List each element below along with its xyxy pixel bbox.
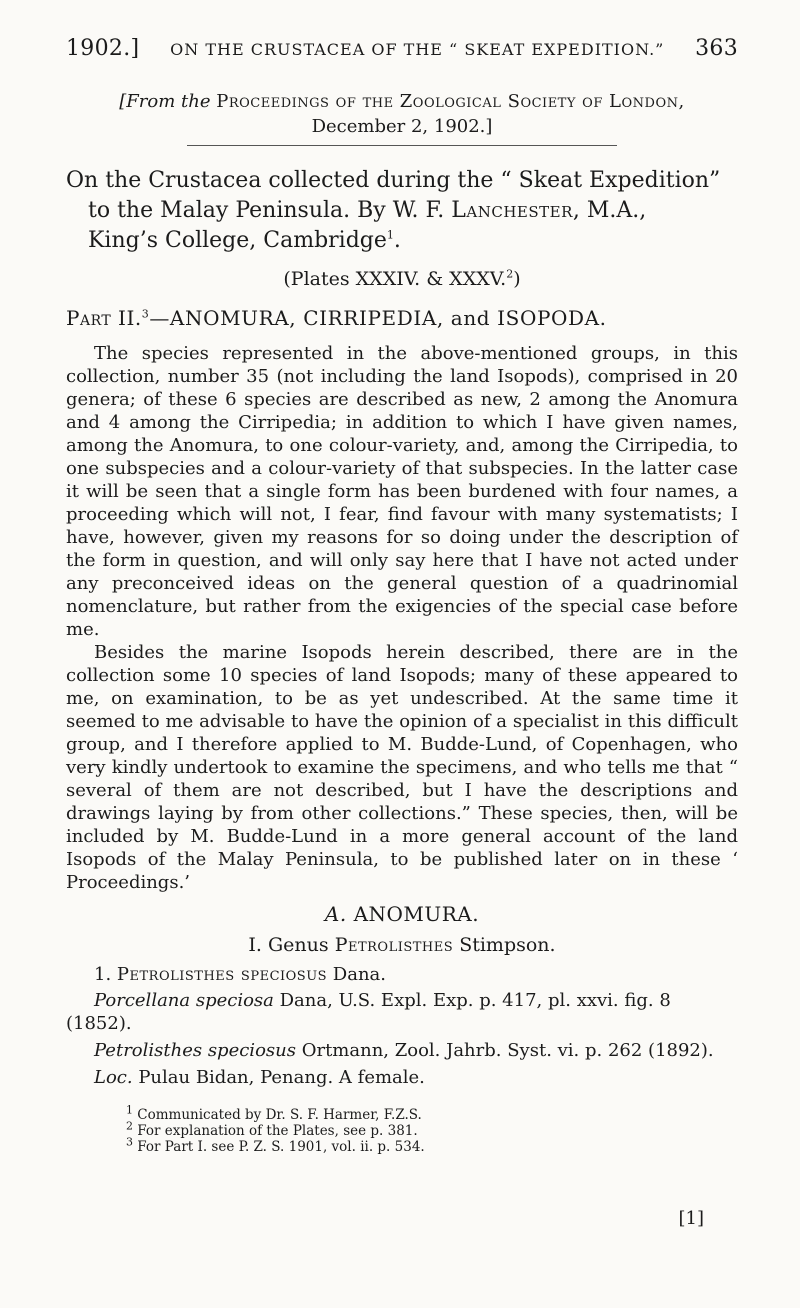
entry-label: Loc. [94, 1067, 133, 1088]
running-head [66, 36, 738, 61]
genus-heading [66, 934, 738, 956]
species-heading [66, 964, 738, 985]
paragraph: Besides the marine Isopods herein described, there are in the collection some 10 species of land Isopods; many of these appeared to me, on examination, to be as yet undescribed. At the same time it seemed to me advisable to have the opinion of a specialist in this difficult group, and I therefore applied to M. Budde-Lund, of Copenhagen, who very kindly undertook to examine the specimens, and who tells me that “ several of them are not described, but I have the descriptions and drawings laying by from other collections.” These species, then, will be included by M. Budde-Lund in a more general account of the land Isopods of the Malay Peninsula, to be published later on in these ‘ Proceedings.’ [66, 642, 738, 893]
plates-end: ) [513, 268, 521, 290]
signature-mark: [1] [678, 1208, 704, 1229]
article-title [66, 166, 738, 256]
part-title: —ANOMURA, CIRRIPEDIA, and ISOPODA. [149, 306, 607, 330]
footnote [126, 1119, 738, 1139]
species-name: Petrolisthes speciosus [116, 964, 328, 985]
author-degree: , M.A., [572, 198, 647, 223]
title-end: . [393, 228, 401, 253]
footnote-text: For explanation of the Plates, see p. 381. [133, 1123, 418, 1139]
part-heading [66, 306, 738, 330]
synonymy-entry [66, 1039, 738, 1062]
entry-citation: Ortmann, Zool. Jahrb. Syst. vi. p. 262 (1892). [295, 1040, 714, 1061]
footnote [126, 1135, 738, 1155]
entry-name: Porcellana speciosa [94, 990, 274, 1011]
title-line-2: to the Malay Peninsula. By W. F. [88, 198, 452, 223]
footnote-number: 2 [126, 1119, 133, 1133]
entry-locality: Pulau Bidan, Penang. A female. [132, 1067, 425, 1088]
page-number: 363 [695, 36, 738, 61]
species-author: Dana. [327, 964, 387, 985]
author-name: Lanchester [451, 198, 573, 223]
source-journal: Proceedings of the Zoological Society of London, [216, 91, 685, 112]
footnote-ref-2: 2 [506, 267, 514, 281]
source-prefix: [From the [119, 91, 211, 112]
genus-name: Petrolisthes [334, 934, 454, 956]
source-date: December 2, 1902.] [311, 116, 493, 137]
section-name: ANOMURA. [353, 902, 480, 926]
section-heading [66, 902, 738, 926]
genus-author: Stimpson. [453, 934, 556, 956]
footnotes [66, 1103, 738, 1155]
part-label: Part II. [66, 306, 142, 330]
title-line-1: On the Crustacea collected during the “ Skeat Expedition” [66, 168, 721, 193]
header-year: 1902.] [66, 36, 140, 61]
body-text [66, 342, 738, 894]
footnote-number: 1 [126, 1103, 133, 1117]
footnote [126, 1103, 738, 1123]
species-number: 1. [94, 964, 117, 985]
footnote-text: Communicated by Dr. S. F. Harmer, F.Z.S. [133, 1107, 422, 1123]
plates-text: (Plates XXXIV. & XXXV. [283, 268, 507, 290]
title-line-3: King’s College, Cambridge [88, 228, 387, 253]
synonymy-entry [66, 989, 738, 1035]
locality-entry [66, 1066, 738, 1089]
footnote-ref-3: 3 [141, 307, 150, 321]
section-letter: A. [324, 902, 347, 926]
paragraph: The species represented in the above-mentioned groups, in this collection, number 35 (not including the land Isopods), comprised in 20 genera; of these 6 species are described as new, 2 among the Anomura and 4 among the Cirripedia; in addition to which I have given names, among the Anomura, to one colour-variety, and, among the Cirripedia, to one subspecies and a colour-variety of that subspecies. In the latter case it will be seen that a single form has been burdened with four names, a proceeding which will not, I fear, find favour with many systematists; I have, however, given my reasons for so doing under the description of the form in question, and will only say here that I have not acted under any preconceived ideas on the general question of a quadrinomial nomenclature, but rather from the exigencies of the special case before me. [66, 343, 738, 640]
footnote-ref-1: 1 [386, 228, 394, 242]
entry-name: Petrolisthes speciosus [94, 1040, 296, 1061]
genus-number: I. Genus [248, 934, 335, 956]
header-title: ON THE CRUSTACEA OF THE “ SKEAT EXPEDITION.” [170, 40, 665, 59]
entry-citation: Dana, U.S. Expl. Exp. p. 417, pl. xxvi. fig. 8 (1852). [66, 990, 671, 1034]
source-line [66, 89, 738, 139]
divider [187, 145, 617, 146]
footnote-text: For Part I. see P. Z. S. 1901, vol. ii. p. 534. [133, 1139, 425, 1155]
footnote-number: 3 [126, 1135, 133, 1149]
plates-note [66, 268, 738, 290]
